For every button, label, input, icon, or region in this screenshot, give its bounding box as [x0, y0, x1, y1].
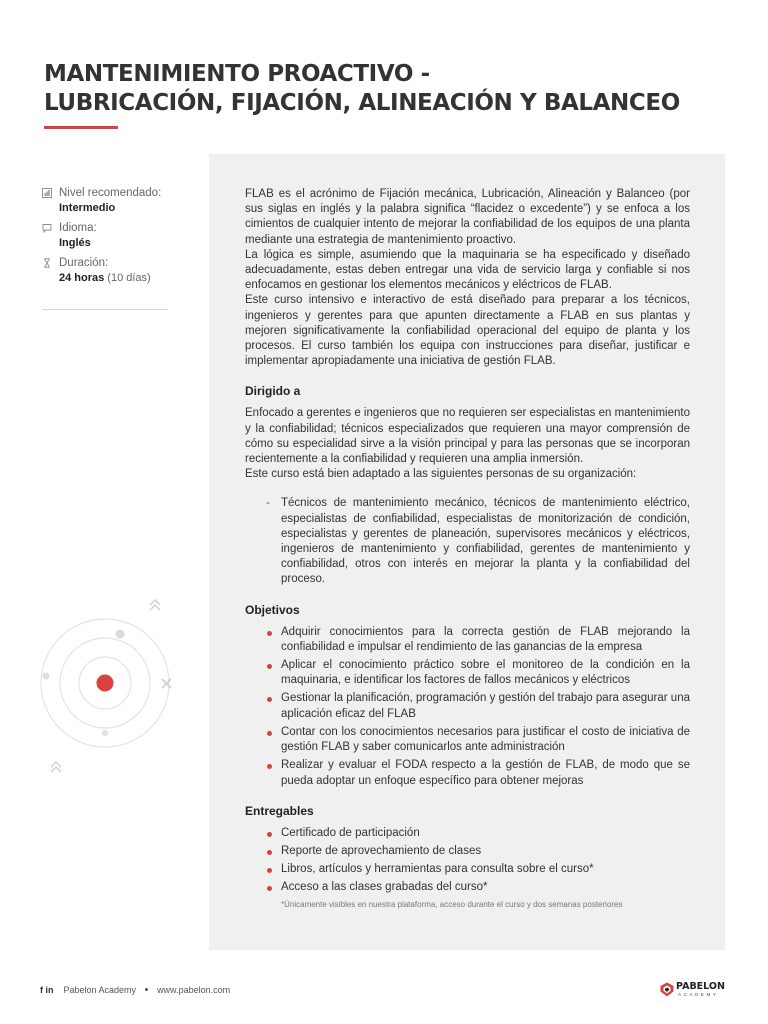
meta-duration-label: Duración:: [59, 257, 109, 269]
page-title: [44, 60, 734, 118]
list-item: Acceso a las clases grabadas del curso*: [245, 880, 690, 895]
list-item: Realizar y evaluar el FODA respecto a la gestión de FLAB, de modo que se pueda adoptar un enfoque específico para obtener mejoras: [245, 758, 690, 788]
footer: [40, 984, 340, 996]
pabelon-logo-icon: [660, 982, 674, 997]
meta-level-label: Nivel recomendado:: [59, 187, 162, 199]
logo-subtitle: ACADEMY: [678, 992, 719, 997]
meta-divider: [42, 309, 168, 310]
audience-text: Técnicos de mantenimiento mecánico, técnicos de mantenimiento eléctrico, especialistas de confiabilidad, especialistas de monitorización de condición, especialistas y gerentes de planeación, supervisores mecánicos y eléctricos, ingenieros de mantenimiento y confiabilidad, gerentes de mantenimiento y confiabilidad, otros con interés en mejorar la planta y la confiabilidad del proceso.: [281, 497, 690, 586]
social-links[interactable]: f in: [40, 985, 54, 995]
course-meta: [42, 186, 168, 291]
meta-language-value: Inglés: [59, 237, 91, 249]
academy-name: Pabelon Academy: [63, 985, 137, 995]
list-item: Adquirir conocimientos para la correcta gestión de FLAB mejorando la confiabilidad e impulsar el rendimiento de las ganancias de la empresa: [245, 625, 690, 655]
list-item: Certificado de participación: [245, 826, 690, 841]
intro-paragraph-1: FLAB es el acrónimo de Fijación mecánica, Lubricación, Alineación y Balanceo (por sus siglas en inglés y la palabra significa “flacidez o excedente”) y se enfoca a los cimientos de cualquier intento de mejorar la confiabilidad de los equipos de una planta mediante una estrategia de mantenimiento proactivo.: [245, 188, 690, 246]
meta-level: [42, 186, 168, 216]
objetivos-list: [245, 625, 690, 789]
bullet-icon: [267, 764, 272, 769]
list-item: Gestionar la planificación, programación y gestión del trabajo para asegurar una aplicación eficaz del FLAB: [245, 691, 690, 721]
bullet-icon: [267, 731, 272, 736]
entregables-list: [245, 826, 690, 896]
meta-language-label: Idioma:: [59, 222, 97, 234]
entregables-note: *Únicamente visibles en nuestra plataforma, acceso durante el curso y dos semanas posteriores: [281, 899, 623, 909]
meta-duration: [42, 256, 168, 286]
bullet-icon: [267, 868, 272, 873]
separator-dot: [145, 988, 148, 991]
level-icon: [42, 188, 52, 198]
logo-name: PABELON: [676, 981, 725, 992]
chat-icon: [42, 223, 52, 233]
hourglass-icon: [42, 258, 52, 268]
meta-duration-value: 24 horas (10 días): [59, 272, 151, 284]
website-link[interactable]: www.pabelon.com: [157, 985, 231, 995]
objetivos-heading: Objetivos: [245, 602, 300, 617]
intro-paragraph-3: Este curso intensivo e interactivo de está diseñado para preparar a los técnicos, ingenieros y gerentes para que apunten directamente a FLAB en sus plantas y mejoren significativamente la confiabilidad operacional del equipo de planta y los procesos. El curso también los equipa con instrucciones para diseñar, justificar e implementar apropiadamente una iniciativa de gestión FLAB.: [245, 294, 690, 368]
meta-language: [42, 221, 168, 251]
pabelon-logo: [660, 981, 732, 999]
bullet-icon: [267, 631, 272, 636]
title-accent-bar: [44, 126, 118, 129]
dirigido-heading: Dirigido a: [245, 384, 301, 399]
dash-mark: -: [266, 497, 270, 510]
dirigido-paragraph-1: Enfocado a gerentes e ingenieros que no requieren ser especialistas en mantenimiento y la confiabilidad; técnicos especializados que requieren una mayor comprensión de cómo su especialidad sirve a la visión principal y para las personas que se incorporan recientemente a la confiabilidad y requieren una amplia inmersión.: [245, 407, 690, 466]
dirigido-paragraph-2: Este curso está bien adaptado a las siguientes personas de su organización:: [245, 468, 637, 481]
bullet-icon: [267, 664, 272, 669]
list-item: Libros, artículos y herramientas para consulta sobre el curso*: [245, 862, 690, 877]
bullet-icon: [267, 850, 272, 855]
entregables-heading: Entregables: [245, 803, 314, 818]
title-line-2: LUBRICACIÓN, FIJACIÓN, ALINEACIÓN Y BALANCEO: [44, 90, 680, 116]
title-line-1: MANTENIMIENTO PROACTIVO -: [44, 61, 430, 87]
bullet-icon: [267, 832, 272, 837]
orbit-decoration: [34, 590, 184, 780]
meta-level-value: Intermedio: [59, 202, 116, 214]
course-content: [245, 187, 690, 910]
list-item: Aplicar el conocimiento práctico sobre el monitoreo de la condición en la maquinaria, e identificar los factores de fallos mecánicos y eléctricos: [245, 658, 690, 688]
bullet-icon: [267, 886, 272, 891]
list-item: Contar con los conocimientos necesarios para justificar el costo de iniciativa de gestión FLAB y saber comunicarlos ante administración: [245, 725, 690, 755]
list-item: Reporte de aprovechamiento de clases: [245, 844, 690, 859]
intro-paragraph-2: La lógica es simple, asumiendo que la maquinaria se ha especificado y diseñado adecuadamente, estas deben entregar una vida de servicio larga y confiable si nos enfocamos en gestionar los elementos mecánicos y eléctricos de FLAB.: [245, 248, 690, 292]
bullet-icon: [267, 697, 272, 702]
audience-list-item: [245, 496, 690, 587]
